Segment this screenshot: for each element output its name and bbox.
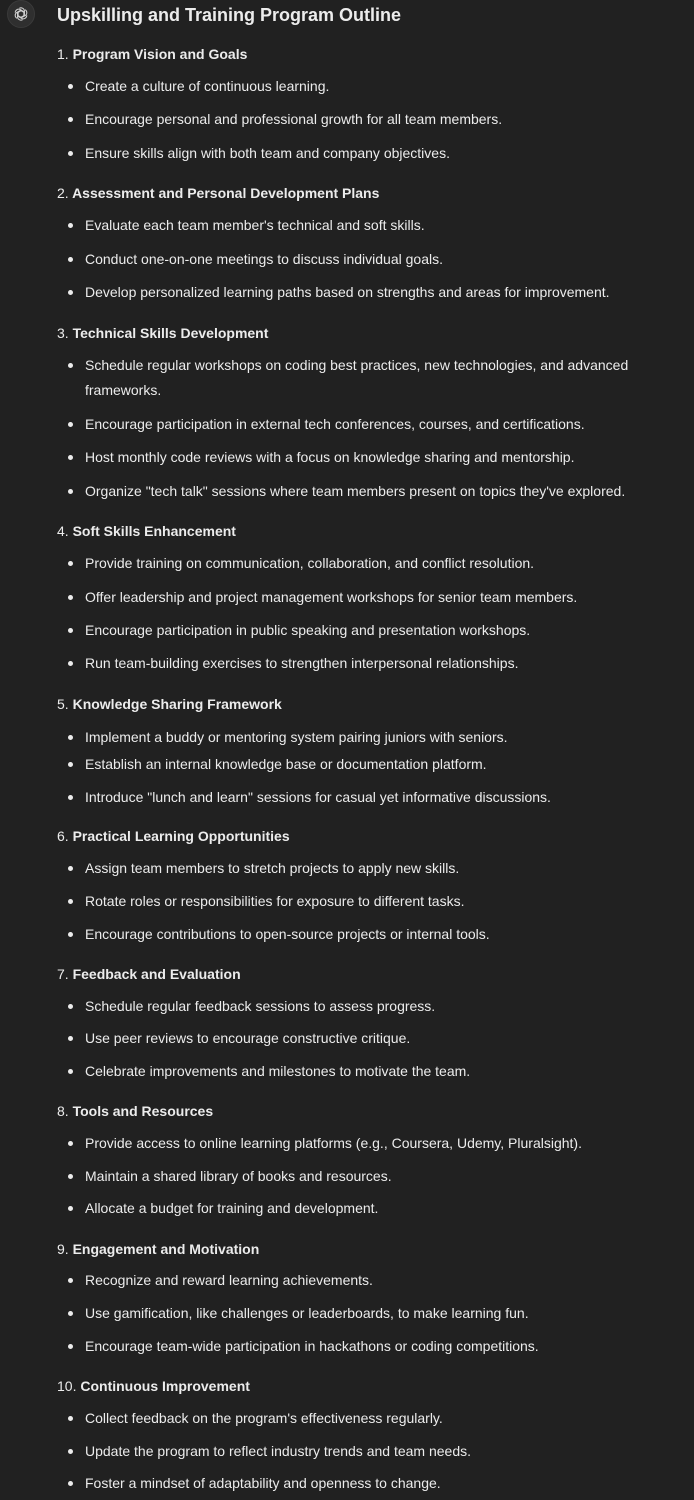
bullet-icon bbox=[68, 1344, 73, 1349]
list-item-text: Collect feedback on the program's effectiveness regularly. bbox=[85, 1410, 443, 1426]
bullet-icon bbox=[68, 735, 73, 740]
list-item-text: Develop personalized learning paths based on strengths and areas for improvement. bbox=[85, 284, 610, 300]
section-number: 5. bbox=[57, 696, 69, 712]
bullet-icon bbox=[68, 257, 73, 262]
section-heading bbox=[57, 1378, 250, 1394]
section-number: 10. bbox=[57, 1378, 77, 1394]
section-number: 3. bbox=[57, 325, 69, 341]
bullet-icon bbox=[68, 1069, 73, 1074]
list-item-text: Rotate roles or responsibilities for exposure to different tasks. bbox=[85, 893, 465, 909]
list-item-text: Use peer reviews to encourage constructive critique. bbox=[85, 1030, 411, 1046]
list-item bbox=[68, 585, 668, 610]
section-title: Assessment and Personal Development Plans bbox=[72, 185, 380, 201]
list-item-text: Encourage team-wide participation in hackathons or coding competitions. bbox=[85, 1338, 539, 1354]
section-heading bbox=[57, 1241, 259, 1257]
bullet-icon bbox=[68, 1311, 73, 1316]
bullet-icon bbox=[68, 1004, 73, 1009]
bullet-icon bbox=[68, 661, 73, 666]
list-item bbox=[68, 213, 668, 238]
section-number: 2. bbox=[57, 185, 69, 201]
list-item-text: Host monthly code reviews with a focus on knowledge sharing and mentorship. bbox=[85, 449, 575, 465]
list-item bbox=[68, 785, 668, 810]
list-item-text: Implement a buddy or mentoring system pairing juniors with seniors. bbox=[85, 729, 508, 745]
section-heading bbox=[57, 325, 268, 341]
section-title: Program Vision and Goals bbox=[72, 46, 248, 62]
list-item bbox=[68, 1406, 668, 1431]
bullet-icon bbox=[68, 117, 73, 122]
bullet-icon bbox=[68, 489, 73, 494]
list-item bbox=[68, 479, 668, 504]
list-item bbox=[68, 74, 668, 99]
bullet-icon bbox=[68, 363, 73, 368]
list-item-text: Introduce "lunch and learn" sessions for casual yet informative discussions. bbox=[85, 789, 551, 805]
list-item bbox=[68, 1301, 668, 1326]
list-item bbox=[68, 1131, 668, 1156]
list-item-text: Provide access to online learning platforms (e.g., Coursera, Udemy, Pluralsight). bbox=[85, 1135, 582, 1151]
bullet-icon bbox=[68, 1036, 73, 1041]
list-item bbox=[68, 551, 668, 576]
list-item bbox=[68, 1334, 668, 1359]
list-item bbox=[68, 994, 668, 1019]
list-item-text: Maintain a shared library of books and resources. bbox=[85, 1168, 392, 1184]
bullet-icon bbox=[68, 628, 73, 633]
section-heading bbox=[57, 828, 290, 844]
bullet-icon bbox=[68, 1278, 73, 1283]
list-item-text: Run team-building exercises to strengthen interpersonal relationships. bbox=[85, 655, 519, 671]
bullet-icon bbox=[68, 932, 73, 937]
list-item-text: Offer leadership and project management workshops for senior team members. bbox=[85, 589, 578, 605]
list-item-text: Establish an internal knowledge base or documentation platform. bbox=[85, 756, 487, 772]
bullet-icon bbox=[68, 422, 73, 427]
list-item bbox=[68, 107, 668, 132]
section-title: Soft Skills Enhancement bbox=[72, 523, 236, 539]
bullet-icon bbox=[68, 1481, 73, 1486]
list-item-text: Schedule regular workshops on coding best practices, new technologies, and advanced frameworks. bbox=[85, 357, 629, 398]
section-number: 6. bbox=[57, 828, 69, 844]
bullet-icon bbox=[68, 1206, 73, 1211]
list-item bbox=[68, 1196, 668, 1221]
list-item-text: Create a culture of continuous learning. bbox=[85, 78, 330, 94]
section-title: Feedback and Evaluation bbox=[72, 966, 241, 982]
list-item bbox=[68, 247, 668, 272]
section-number: 1. bbox=[57, 46, 69, 62]
list-item-text: Encourage personal and professional growth for all team members. bbox=[85, 111, 503, 127]
list-item bbox=[68, 752, 668, 777]
section-heading bbox=[57, 696, 282, 712]
list-item bbox=[68, 1439, 668, 1464]
bullet-icon bbox=[68, 866, 73, 871]
section-number: 4. bbox=[57, 523, 69, 539]
section-title: Technical Skills Development bbox=[72, 325, 269, 341]
response-title: Upskilling and Training Program Outline bbox=[57, 5, 402, 25]
openai-logo-icon bbox=[12, 5, 30, 23]
section-heading bbox=[57, 185, 379, 201]
list-item bbox=[68, 1059, 668, 1084]
list-item-text: Update the program to reflect industry trends and team needs. bbox=[85, 1443, 471, 1459]
list-item bbox=[68, 889, 668, 914]
list-item-text: Ensure skills align with both team and company objectives. bbox=[85, 145, 450, 161]
list-item-text: Encourage participation in public speaking and presentation workshops. bbox=[85, 622, 531, 638]
bullet-icon bbox=[68, 899, 73, 904]
bullet-icon bbox=[68, 151, 73, 156]
list-item bbox=[68, 445, 668, 470]
bullet-icon bbox=[68, 1174, 73, 1179]
list-item bbox=[68, 1164, 668, 1189]
list-item bbox=[68, 353, 668, 403]
list-item-text: Schedule regular feedback sessions to assess progress. bbox=[85, 998, 436, 1014]
section-title: Continuous Improvement bbox=[80, 1378, 250, 1394]
bullet-icon bbox=[68, 290, 73, 295]
bullet-icon bbox=[68, 455, 73, 460]
bullet-icon bbox=[68, 1416, 73, 1421]
list-item bbox=[68, 856, 668, 881]
list-item bbox=[68, 618, 668, 643]
section-heading bbox=[57, 46, 247, 62]
list-item-text: Recognize and reward learning achievements. bbox=[85, 1272, 373, 1288]
list-item-text: Assign team members to stretch projects to apply new skills. bbox=[85, 860, 460, 876]
list-item bbox=[68, 1268, 668, 1293]
list-item-text: Encourage contributions to open-source projects or internal tools. bbox=[85, 926, 490, 942]
assistant-avatar bbox=[7, 0, 35, 28]
list-item bbox=[68, 280, 668, 305]
list-item-text: Use gamification, like challenges or leaderboards, to make learning fun. bbox=[85, 1305, 529, 1321]
section-number: 8. bbox=[57, 1103, 69, 1119]
list-item-text: Allocate a budget for training and development. bbox=[85, 1200, 379, 1216]
list-item-text: Organize "tech talk" sessions where team members present on topics they've explored. bbox=[85, 483, 626, 499]
list-item-text: Conduct one-on-one meetings to discuss individual goals. bbox=[85, 251, 443, 267]
section-heading bbox=[57, 523, 236, 539]
section-number: 7. bbox=[57, 966, 69, 982]
list-item-text: Foster a mindset of adaptability and openness to change. bbox=[85, 1475, 441, 1491]
list-item bbox=[68, 725, 668, 750]
list-item-text: Provide training on communication, collaboration, and conflict resolution. bbox=[85, 555, 535, 571]
list-item bbox=[68, 412, 668, 437]
bullet-icon bbox=[68, 762, 73, 767]
bullet-icon bbox=[68, 561, 73, 566]
bullet-icon bbox=[68, 595, 73, 600]
list-item bbox=[68, 141, 668, 166]
list-item-text: Evaluate each team member's technical and soft skills. bbox=[85, 217, 425, 233]
section-title: Tools and Resources bbox=[72, 1103, 214, 1119]
section-heading bbox=[57, 966, 241, 982]
bullet-icon bbox=[68, 1141, 73, 1146]
section-title: Knowledge Sharing Framework bbox=[72, 696, 282, 712]
bullet-icon bbox=[68, 795, 73, 800]
list-item-text: Encourage participation in external tech conferences, courses, and certifications. bbox=[85, 416, 585, 432]
bullet-icon bbox=[68, 223, 73, 228]
list-item bbox=[68, 651, 668, 676]
section-title: Engagement and Motivation bbox=[72, 1241, 260, 1257]
list-item bbox=[68, 922, 668, 947]
bullet-icon bbox=[68, 1449, 73, 1454]
list-item bbox=[68, 1026, 668, 1051]
section-number: 9. bbox=[57, 1241, 69, 1257]
list-item-text: Celebrate improvements and milestones to motivate the team. bbox=[85, 1063, 471, 1079]
section-title: Practical Learning Opportunities bbox=[72, 828, 290, 844]
bullet-icon bbox=[68, 84, 73, 89]
section-heading bbox=[57, 1103, 213, 1119]
list-item bbox=[68, 1471, 668, 1496]
